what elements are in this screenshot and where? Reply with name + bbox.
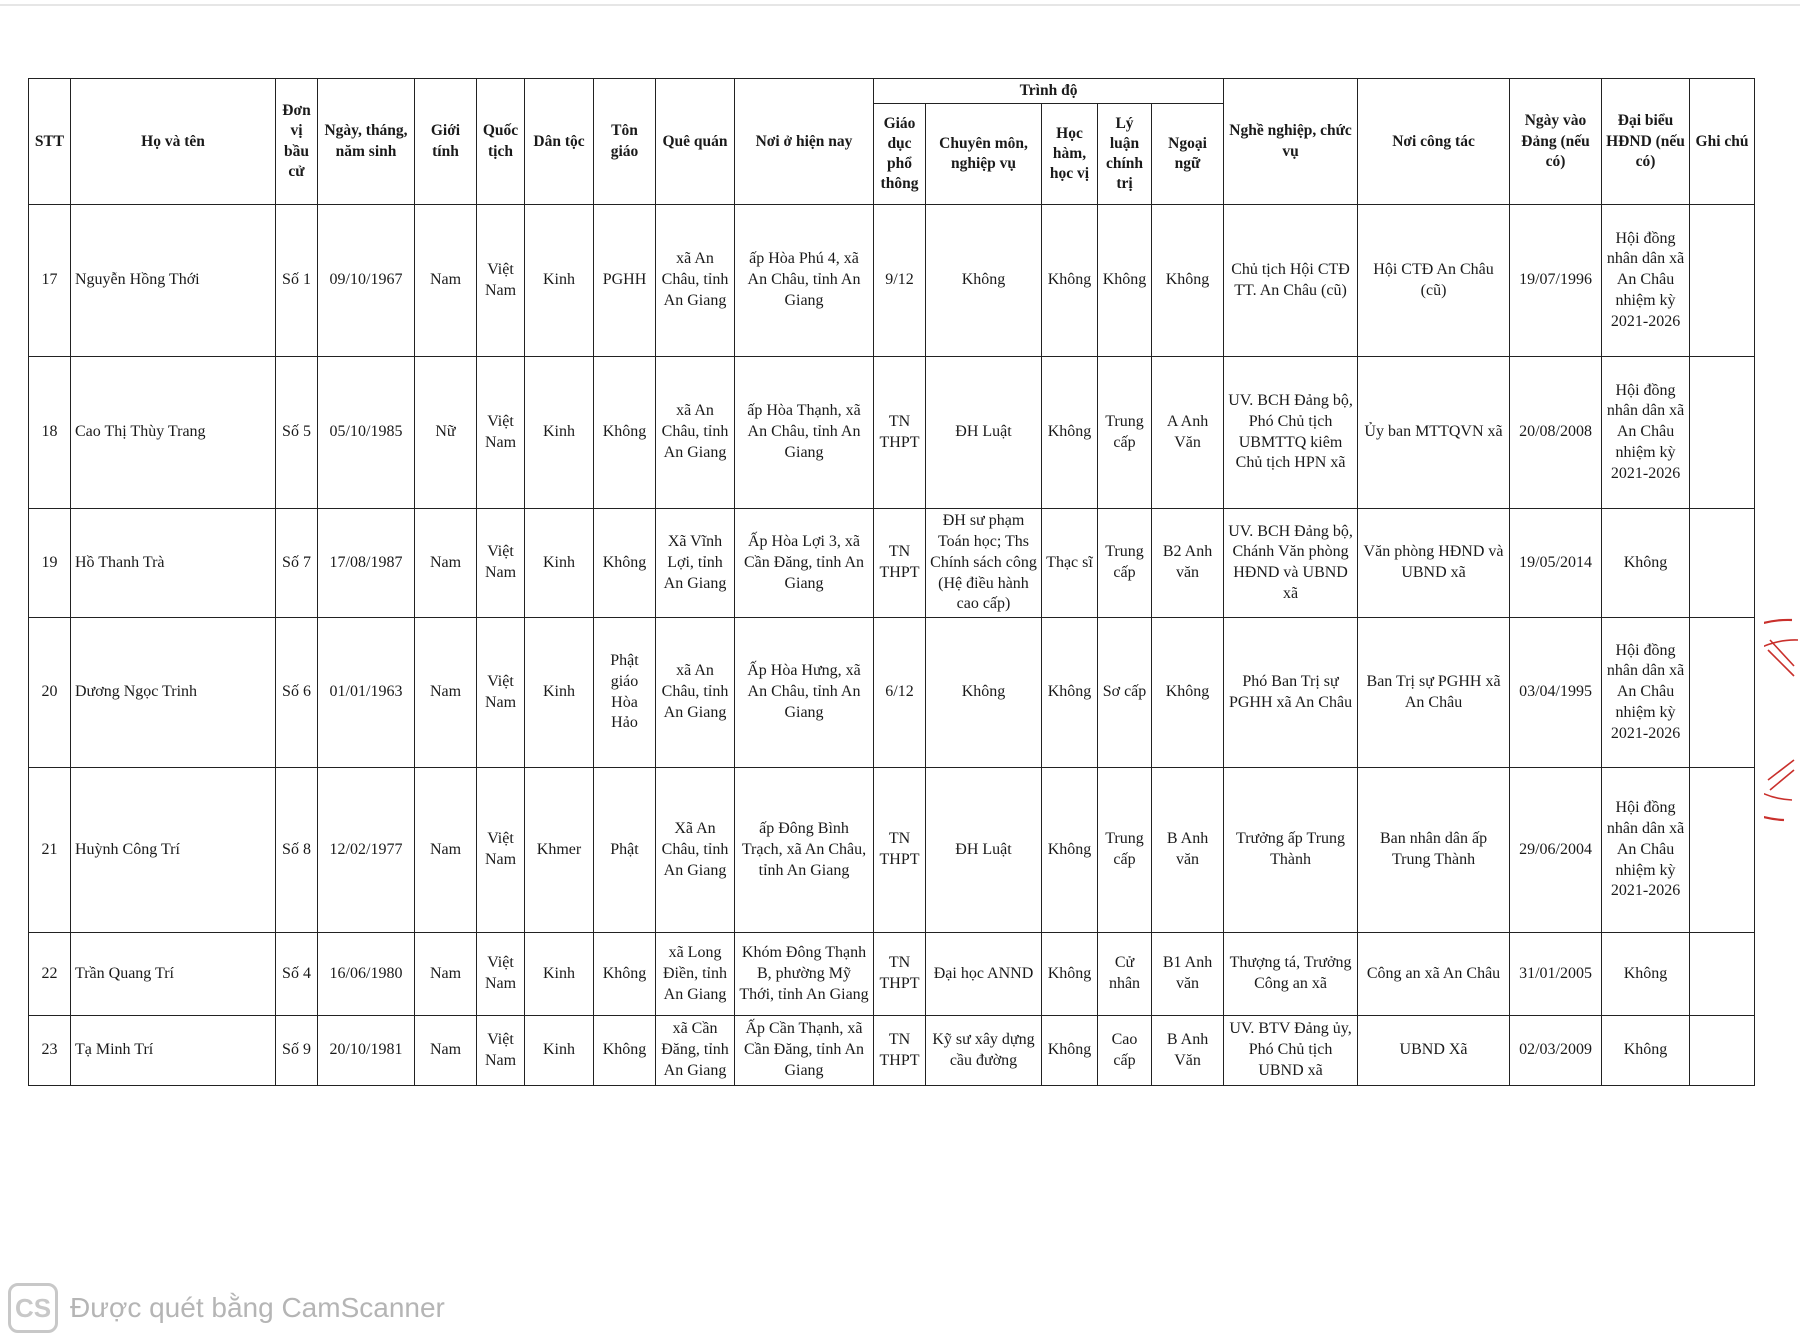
cell-occupation: Thượng tá, Trưởng Công an xã bbox=[1224, 933, 1358, 1016]
cell-general-edu: 9/12 bbox=[874, 205, 926, 357]
header-trinh-do: Trình độ bbox=[874, 79, 1224, 104]
cell-residence: ấp Hòa Phú 4, xã An Châu, tỉnh An Giang bbox=[735, 205, 874, 357]
cell-language: B Anh văn bbox=[1152, 768, 1224, 933]
cell-nationality: Việt Nam bbox=[477, 357, 525, 509]
cell-religion: Phật giáo Hòa Hảo bbox=[594, 618, 656, 768]
stamp-hatch-3 bbox=[1768, 760, 1794, 780]
cell-hometown: xã Long Điền, tỉnh An Giang bbox=[656, 933, 735, 1016]
cell-general-edu: TN THPT bbox=[874, 933, 926, 1016]
cell-ethnicity: Kinh bbox=[525, 509, 594, 618]
header-language: Ngoại ngữ bbox=[1152, 104, 1224, 205]
cell-hometown: Xã Vĩnh Lợi, tỉnh An Giang bbox=[656, 509, 735, 618]
cell-occupation: Trưởng ấp Trung Thành bbox=[1224, 768, 1358, 933]
cell-note bbox=[1690, 357, 1755, 509]
cell-name: Hồ Thanh Trà bbox=[71, 509, 276, 618]
cell-hdnd: Hội đồng nhân dân xã An Châu nhiệm kỳ 2021-2026 bbox=[1602, 205, 1690, 357]
table-row bbox=[29, 1016, 1755, 1086]
candidate-table bbox=[28, 78, 1755, 1086]
cell-professional: Kỹ sư xây dựng cầu đường bbox=[926, 1016, 1042, 1086]
cell-stt: 22 bbox=[29, 933, 71, 1016]
cell-residence: Ấp Cần Thạnh, xã Cần Đăng, tỉnh An Giang bbox=[735, 1016, 874, 1086]
cell-stt: 18 bbox=[29, 357, 71, 509]
cell-party-date: 02/03/2009 bbox=[1510, 1016, 1602, 1086]
header-political: Lý luận chính trị bbox=[1098, 104, 1152, 205]
cell-ethnicity: Kinh bbox=[525, 933, 594, 1016]
cell-residence: Ấp Hòa Lợi 3, xã Cần Đăng, tỉnh An Giang bbox=[735, 509, 874, 618]
cell-party-date: 31/01/2005 bbox=[1510, 933, 1602, 1016]
cell-occupation: UV. BCH Đảng bộ, Phó Chủ tịch UBMTTQ kiêm Chủ tịch HPN xã bbox=[1224, 357, 1358, 509]
cell-political: Trung cấp bbox=[1098, 509, 1152, 618]
header-nationality: Quốc tịch bbox=[477, 79, 525, 205]
cell-workplace: Ủy ban MTTQVN xã bbox=[1358, 357, 1510, 509]
header-name: Họ và tên bbox=[71, 79, 276, 205]
cell-residence: Ấp Hòa Hưng, xã An Châu, tỉnh An Giang bbox=[735, 618, 874, 768]
cell-hometown: xã An Châu, tỉnh An Giang bbox=[656, 618, 735, 768]
camscanner-text: Được quét bằng CamScanner bbox=[70, 1292, 445, 1323]
cell-name: Trần Quang Trí bbox=[71, 933, 276, 1016]
camscanner-logo-icon: CS bbox=[8, 1283, 58, 1333]
table-row bbox=[29, 357, 1755, 509]
cell-academic: Không bbox=[1042, 618, 1098, 768]
cell-general-edu: TN THPT bbox=[874, 509, 926, 618]
cell-name: Huỳnh Công Trí bbox=[71, 768, 276, 933]
cell-nationality: Việt Nam bbox=[477, 618, 525, 768]
cell-dob: 01/01/1963 bbox=[318, 618, 415, 768]
cell-language: Không bbox=[1152, 618, 1224, 768]
cell-hometown: Xã An Châu, tỉnh An Giang bbox=[656, 768, 735, 933]
cell-gender: Nam bbox=[415, 933, 477, 1016]
cell-workplace: Hội CTĐ An Châu (cũ) bbox=[1358, 205, 1510, 357]
header-hdnd: Đại biểu HĐND (nếu có) bbox=[1602, 79, 1690, 205]
table-row bbox=[29, 768, 1755, 933]
cell-hdnd: Không bbox=[1602, 1016, 1690, 1086]
cell-political: Cao cấp bbox=[1098, 1016, 1152, 1086]
cell-nationality: Việt Nam bbox=[477, 933, 525, 1016]
header-workplace: Nơi công tác bbox=[1358, 79, 1510, 205]
cell-residence: ấp Đông Bình Trạch, xã An Châu, tỉnh An Giang bbox=[735, 768, 874, 933]
cell-religion: Không bbox=[594, 1016, 656, 1086]
cell-residence: ấp Hòa Thạnh, xã An Châu, tỉnh An Giang bbox=[735, 357, 874, 509]
cell-gender: Nam bbox=[415, 618, 477, 768]
stamp-hatch-4 bbox=[1770, 770, 1794, 790]
cell-dob: 16/06/1980 bbox=[318, 933, 415, 1016]
cell-academic: Thạc sĩ bbox=[1042, 509, 1098, 618]
cell-stt: 20 bbox=[29, 618, 71, 768]
cell-gender: Nữ bbox=[415, 357, 477, 509]
cell-stt: 17 bbox=[29, 205, 71, 357]
cell-religion: Không bbox=[594, 509, 656, 618]
header-gender: Giới tính bbox=[415, 79, 477, 205]
cell-hdnd: Không bbox=[1602, 509, 1690, 618]
cell-name: Tạ Minh Trí bbox=[71, 1016, 276, 1086]
cell-academic: Không bbox=[1042, 768, 1098, 933]
cell-gender: Nam bbox=[415, 768, 477, 933]
cell-stt: 21 bbox=[29, 768, 71, 933]
scan-edge-line bbox=[0, 4, 1800, 6]
cell-hometown: xã An Châu, tỉnh An Giang bbox=[656, 205, 735, 357]
cell-unit: Số 4 bbox=[276, 933, 318, 1016]
cell-dob: 20/10/1981 bbox=[318, 1016, 415, 1086]
red-seal-stamp bbox=[1764, 610, 1800, 830]
cell-professional: Đại học ANND bbox=[926, 933, 1042, 1016]
cell-party-date: 19/05/2014 bbox=[1510, 509, 1602, 618]
cell-professional: Không bbox=[926, 205, 1042, 357]
cell-stt: 19 bbox=[29, 509, 71, 618]
cell-name: Cao Thị Thùy Trang bbox=[71, 357, 276, 509]
cell-occupation: Phó Ban Trị sự PGHH xã An Châu bbox=[1224, 618, 1358, 768]
cell-hometown: xã An Châu, tỉnh An Giang bbox=[656, 357, 735, 509]
cell-unit: Số 6 bbox=[276, 618, 318, 768]
cell-gender: Nam bbox=[415, 205, 477, 357]
cell-language: B2 Anh văn bbox=[1152, 509, 1224, 618]
cell-ethnicity: Khmer bbox=[525, 768, 594, 933]
header-academic: Học hàm, học vị bbox=[1042, 104, 1098, 205]
header-stt: STT bbox=[29, 79, 71, 205]
cell-hdnd: Hội đồng nhân dân xã An Châu nhiệm kỳ 2021-2026 bbox=[1602, 357, 1690, 509]
cell-political: Sơ cấp bbox=[1098, 618, 1152, 768]
cell-stt: 23 bbox=[29, 1016, 71, 1086]
cell-ethnicity: Kinh bbox=[525, 618, 594, 768]
cell-academic: Không bbox=[1042, 357, 1098, 509]
cell-political: Trung cấp bbox=[1098, 768, 1152, 933]
cell-workplace: Công an xã An Châu bbox=[1358, 933, 1510, 1016]
cell-unit: Số 8 bbox=[276, 768, 318, 933]
cell-language: B1 Anh văn bbox=[1152, 933, 1224, 1016]
header-residence: Nơi ở hiện nay bbox=[735, 79, 874, 205]
cell-hdnd: Hội đồng nhân dân xã An Châu nhiệm kỳ 2021-2026 bbox=[1602, 768, 1690, 933]
cell-ethnicity: Kinh bbox=[525, 357, 594, 509]
header-professional: Chuyên môn, nghiệp vụ bbox=[926, 104, 1042, 205]
table-row bbox=[29, 205, 1755, 357]
cell-hometown: xã Cần Đăng, tỉnh An Giang bbox=[656, 1016, 735, 1086]
cell-name: Dương Ngọc Trinh bbox=[71, 618, 276, 768]
cell-nationality: Việt Nam bbox=[477, 1016, 525, 1086]
cell-dob: 05/10/1985 bbox=[318, 357, 415, 509]
cell-note bbox=[1690, 768, 1755, 933]
stamp-hatch-1 bbox=[1770, 640, 1794, 666]
table-row bbox=[29, 933, 1755, 1016]
cell-ethnicity: Kinh bbox=[525, 205, 594, 357]
cell-workplace: Ban Trị sự PGHH xã An Châu bbox=[1358, 618, 1510, 768]
cell-occupation: UV. BTV Đảng ủy, Phó Chủ tịch UBND xã bbox=[1224, 1016, 1358, 1086]
cell-dob: 17/08/1987 bbox=[318, 509, 415, 618]
candidate-roster-sheet bbox=[28, 78, 1753, 1086]
cell-unit: Số 7 bbox=[276, 509, 318, 618]
cell-gender: Nam bbox=[415, 509, 477, 618]
table-row bbox=[29, 509, 1755, 618]
cell-gender: Nam bbox=[415, 1016, 477, 1086]
header-ethnicity: Dân tộc bbox=[525, 79, 594, 205]
candidate-table-body bbox=[29, 205, 1755, 1086]
camscanner-watermark bbox=[8, 1283, 445, 1333]
cell-party-date: 03/04/1995 bbox=[1510, 618, 1602, 768]
cell-general-edu: TN THPT bbox=[874, 357, 926, 509]
cell-note bbox=[1690, 618, 1755, 768]
cell-party-date: 29/06/2004 bbox=[1510, 768, 1602, 933]
cell-language: B Anh Văn bbox=[1152, 1016, 1224, 1086]
cell-political: Trung cấp bbox=[1098, 357, 1152, 509]
header-hometown: Quê quán bbox=[656, 79, 735, 205]
header-religion: Tôn giáo bbox=[594, 79, 656, 205]
cell-ethnicity: Kinh bbox=[525, 1016, 594, 1086]
cell-note bbox=[1690, 205, 1755, 357]
cell-dob: 09/10/1967 bbox=[318, 205, 415, 357]
cell-hdnd: Hội đồng nhân dân xã An Châu nhiệm kỳ 2021-2026 bbox=[1602, 618, 1690, 768]
stamp-hatch-2 bbox=[1768, 650, 1794, 676]
header-party-date: Ngày vào Đảng (nếu có) bbox=[1510, 79, 1602, 205]
header-unit: Đơn vị bầu cử bbox=[276, 79, 318, 205]
header-dob: Ngày, tháng, năm sinh bbox=[318, 79, 415, 205]
cell-nationality: Việt Nam bbox=[477, 509, 525, 618]
cell-workplace: Ban nhân dân ấp Trung Thành bbox=[1358, 768, 1510, 933]
cell-occupation: UV. BCH Đảng bộ, Chánh Văn phòng HĐND và UBND xã bbox=[1224, 509, 1358, 618]
cell-academic: Không bbox=[1042, 1016, 1098, 1086]
cell-note bbox=[1690, 1016, 1755, 1086]
cell-residence: Khóm Đông Thạnh B, phường Mỹ Thới, tỉnh An Giang bbox=[735, 933, 874, 1016]
cell-note bbox=[1690, 509, 1755, 618]
cell-language: A Anh Văn bbox=[1152, 357, 1224, 509]
cell-religion: Không bbox=[594, 933, 656, 1016]
cell-party-date: 20/08/2008 bbox=[1510, 357, 1602, 509]
cell-general-edu: TN THPT bbox=[874, 768, 926, 933]
cell-name: Nguyễn Hồng Thới bbox=[71, 205, 276, 357]
cell-unit: Số 5 bbox=[276, 357, 318, 509]
cell-professional: ĐH Luật bbox=[926, 357, 1042, 509]
cell-party-date: 19/07/1996 bbox=[1510, 205, 1602, 357]
cell-general-edu: 6/12 bbox=[874, 618, 926, 768]
cell-hdnd: Không bbox=[1602, 933, 1690, 1016]
cell-academic: Không bbox=[1042, 933, 1098, 1016]
cell-professional: ĐH Luật bbox=[926, 768, 1042, 933]
cell-general-edu: TN THPT bbox=[874, 1016, 926, 1086]
cell-nationality: Việt Nam bbox=[477, 205, 525, 357]
header-general-edu: Giáo dục phổ thông bbox=[874, 104, 926, 205]
cell-political: Cử nhân bbox=[1098, 933, 1152, 1016]
table-row bbox=[29, 618, 1755, 768]
cell-workplace: Văn phòng HĐND và UBND xã bbox=[1358, 509, 1510, 618]
cell-religion: Phật bbox=[594, 768, 656, 933]
cell-language: Không bbox=[1152, 205, 1224, 357]
cell-nationality: Việt Nam bbox=[477, 768, 525, 933]
cell-religion: Không bbox=[594, 357, 656, 509]
cell-religion: PGHH bbox=[594, 205, 656, 357]
cell-professional: Không bbox=[926, 618, 1042, 768]
cell-professional: ĐH sư phạm Toán học; Ths Chính sách công (Hệ điều hành cao cấp) bbox=[926, 509, 1042, 618]
cell-occupation: Chủ tịch Hội CTĐ TT. An Châu (cũ) bbox=[1224, 205, 1358, 357]
cell-unit: Số 1 bbox=[276, 205, 318, 357]
cell-academic: Không bbox=[1042, 205, 1098, 357]
cell-political: Không bbox=[1098, 205, 1152, 357]
cell-unit: Số 9 bbox=[276, 1016, 318, 1086]
cell-dob: 12/02/1977 bbox=[318, 768, 415, 933]
cell-note bbox=[1690, 933, 1755, 1016]
header-row-top bbox=[29, 79, 1755, 104]
header-note: Ghi chú bbox=[1690, 79, 1755, 205]
cell-workplace: UBND Xã bbox=[1358, 1016, 1510, 1086]
header-occupation: Nghề nghiệp, chức vụ bbox=[1224, 79, 1358, 205]
